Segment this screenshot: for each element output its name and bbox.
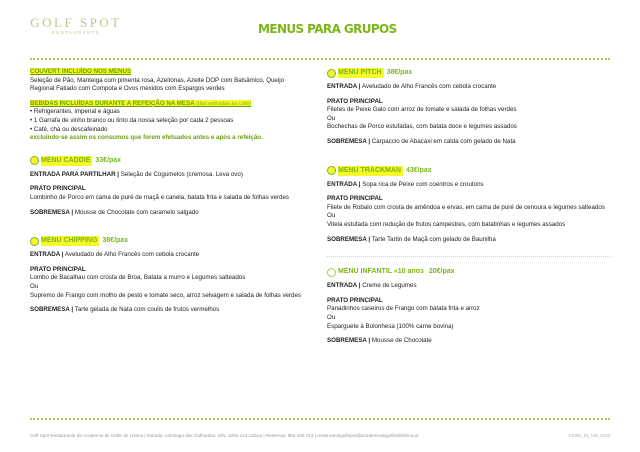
starter-text: Sopa rica de Peixe com coentros e croutons bbox=[362, 180, 484, 188]
drinks-title-text: BEBIDAS INCLUÍDAS DURANTE A REFEIÇÃO NA MESA bbox=[30, 99, 195, 107]
menu-chipping bbox=[30, 236, 306, 315]
drinks-section bbox=[30, 100, 306, 143]
main-label: PRATO PRINCIPAL bbox=[30, 185, 86, 193]
menu-price: 43€/pax bbox=[406, 166, 432, 174]
drinks-item: • Café, chá ou descafeinado bbox=[30, 125, 108, 133]
dessert bbox=[30, 306, 306, 315]
menu-pitch bbox=[327, 68, 610, 147]
menu-chipping-heading bbox=[30, 236, 306, 246]
main-text: Filete de Robalo com crosta de amêndoa e ervas, em cama de puré de cenoura e legumes salteados bbox=[327, 203, 605, 211]
menu-trackman-heading bbox=[327, 166, 610, 176]
menu-price: 33€/pax bbox=[95, 156, 122, 164]
starter-text: Seleção de Cogumelos (cremosa. Leva ovo) bbox=[120, 170, 243, 178]
menu-name: MENU INFANTIL «10 anos bbox=[338, 268, 424, 276]
bullet-icon bbox=[327, 268, 336, 277]
starter-label: ENTRADA PARA PARTILHAR | bbox=[30, 170, 120, 178]
dessert-text: Tarte gelada de Nata com coulis de frutos vermelhos bbox=[74, 306, 220, 314]
or-text: Ou bbox=[327, 212, 336, 220]
dessert-label: SOBREMESA | bbox=[327, 337, 371, 345]
main-label: PRATO PRINCIPAL bbox=[327, 296, 383, 304]
or-text: Ou bbox=[30, 282, 39, 290]
starter bbox=[30, 251, 306, 260]
starter-label: ENTRADA | bbox=[327, 180, 361, 188]
main-text-alt: Vitela estufada com redução de frutos campestres, com batatinhas e legumes assados bbox=[327, 220, 566, 228]
couvert-text: Seleção de Pão, Manteiga com pimenta rosa, Azeitonas, Azeite DOP com Balsâmico, Queijo Regional Fatiado com Compota e Ovos mexidos com Espargos verdes bbox=[30, 76, 285, 93]
menu-trackman bbox=[327, 166, 610, 245]
bullet-icon bbox=[30, 237, 39, 246]
starter-text: Aveludado de Alho Francês com cebola crocante bbox=[361, 83, 497, 90]
drinks-title bbox=[30, 100, 251, 107]
dessert-label: SOBREMESA | bbox=[30, 306, 74, 314]
document-code: GS001_01_V02_0123 bbox=[568, 433, 610, 438]
dessert bbox=[30, 209, 306, 218]
main-course bbox=[30, 185, 306, 202]
main-text: Lombo de Bacalhau com crosta de Broa, Batata a murro e Legumes salteados bbox=[30, 274, 246, 282]
starter bbox=[327, 181, 610, 190]
starter bbox=[30, 171, 306, 180]
dessert-label: SOBREMESA | bbox=[327, 137, 371, 145]
main-text: Lombinho de Porco em cama de puré de maçã e canela, batata frita e salada de folhas verdes bbox=[30, 193, 290, 201]
menu-name: MENU CADDIE bbox=[41, 156, 91, 164]
bullet-icon bbox=[327, 166, 336, 175]
menu-pitch-heading bbox=[327, 68, 610, 78]
menu-infantil bbox=[327, 267, 610, 346]
logo-subtitle: RESTAURANTE bbox=[51, 30, 101, 35]
starter bbox=[327, 282, 610, 291]
right-column bbox=[327, 68, 610, 352]
page-title: MENUS PARA GRUPOS bbox=[258, 22, 397, 36]
logo bbox=[30, 16, 122, 36]
menu-infantil-heading bbox=[327, 267, 610, 277]
main-text: Panadinhos caseiros de Frango com batata frita e arroz bbox=[327, 305, 480, 313]
main-text-alt: Esparguete à Bolonhesa (100% carne bovina) bbox=[327, 322, 454, 330]
main-label: PRATO PRINCIPAL bbox=[327, 97, 383, 105]
footer-contact: Golf Spot Restaurante da Academia de Golfe de Lisboa | Morada: Azinhaga das Galhardas, S/N, 1600-213 Lisboa | Reservas: 965 340 713 | restaurantegolfspot@academiadegolfedelisboa.pt bbox=[30, 433, 419, 438]
menu-price: 38€/pax bbox=[102, 237, 129, 245]
drinks-item: • 1 Garrafa de vinho branco ou tinto da nossa seleção por cada 2 pessoas bbox=[30, 116, 234, 124]
dessert bbox=[327, 138, 610, 147]
starter-text: Aveludado de Alho Francês com cebola crocante bbox=[64, 251, 200, 259]
menu-name: MENU TRACKMAN bbox=[338, 166, 401, 174]
dessert-label: SOBREMESA | bbox=[30, 208, 74, 216]
column-divider bbox=[327, 256, 610, 257]
main-course bbox=[327, 195, 610, 229]
main-label: PRATO PRINCIPAL bbox=[327, 195, 383, 203]
starter-label: ENTRADA | bbox=[327, 83, 361, 90]
top-divider bbox=[30, 58, 610, 60]
couvert-section bbox=[30, 68, 306, 94]
left-column bbox=[30, 68, 306, 321]
or-text: Ou bbox=[327, 313, 336, 321]
couvert-title: COUVERT INCLUÍDO NOS MENUS bbox=[30, 68, 132, 75]
drinks-note: (das entradas ao café) bbox=[194, 100, 252, 107]
main-text: Filetes de Peixe Galo com arroz de tomate e salada de folhas verdes bbox=[327, 106, 517, 114]
logo-wordmark: GOLF SPOT bbox=[30, 15, 122, 30]
dessert-text: Tarte Tartin de Maçã com gelado de Baunilha bbox=[371, 235, 496, 243]
main-course bbox=[327, 297, 610, 331]
dessert bbox=[327, 236, 610, 245]
dessert bbox=[327, 337, 610, 346]
menu-price: 38€/pax bbox=[386, 69, 413, 76]
menu-price: 20€/pax bbox=[428, 268, 455, 276]
exclusion-note: excluindo-se assim os consumos que forem efetuados antes e após a refeição. bbox=[30, 134, 263, 142]
menu-name: MENU PITCH bbox=[338, 69, 382, 76]
main-course bbox=[30, 266, 306, 300]
dessert-text: Mousse de Chocolate bbox=[371, 337, 432, 345]
drinks-item: • Refrigerantes, imperial e águas bbox=[30, 108, 120, 116]
main-text-alt: Supremo de Frango com molho de pesto e tomate seco, arroz selvagem e salada de folhas verdes bbox=[30, 291, 302, 299]
starter bbox=[327, 83, 610, 92]
starter-text: Creme de Legumes bbox=[362, 282, 417, 290]
bullet-icon bbox=[327, 69, 336, 78]
menu-name: MENU CHIPPING bbox=[41, 237, 98, 245]
bottom-divider bbox=[30, 418, 610, 420]
menu-caddie-heading bbox=[30, 156, 306, 166]
or-text: Ou bbox=[327, 114, 336, 122]
main-text-alt: Bochechas de Porco estufadas, com batata doce e legumes assados bbox=[327, 123, 517, 131]
dessert-text: Carpaccio de Abacaxi em calda com gelado de Nata bbox=[371, 137, 516, 145]
main-label: PRATO PRINCIPAL bbox=[30, 265, 86, 273]
starter-label: ENTRADA | bbox=[327, 282, 361, 290]
dessert-label: SOBREMESA | bbox=[327, 235, 371, 243]
starter-label: ENTRADA | bbox=[30, 251, 64, 259]
menu-caddie bbox=[30, 156, 306, 217]
main-course bbox=[327, 98, 610, 132]
bullet-icon bbox=[30, 156, 39, 165]
dessert-text: Mousse de Chocolate com caramelo salgado bbox=[74, 208, 199, 216]
